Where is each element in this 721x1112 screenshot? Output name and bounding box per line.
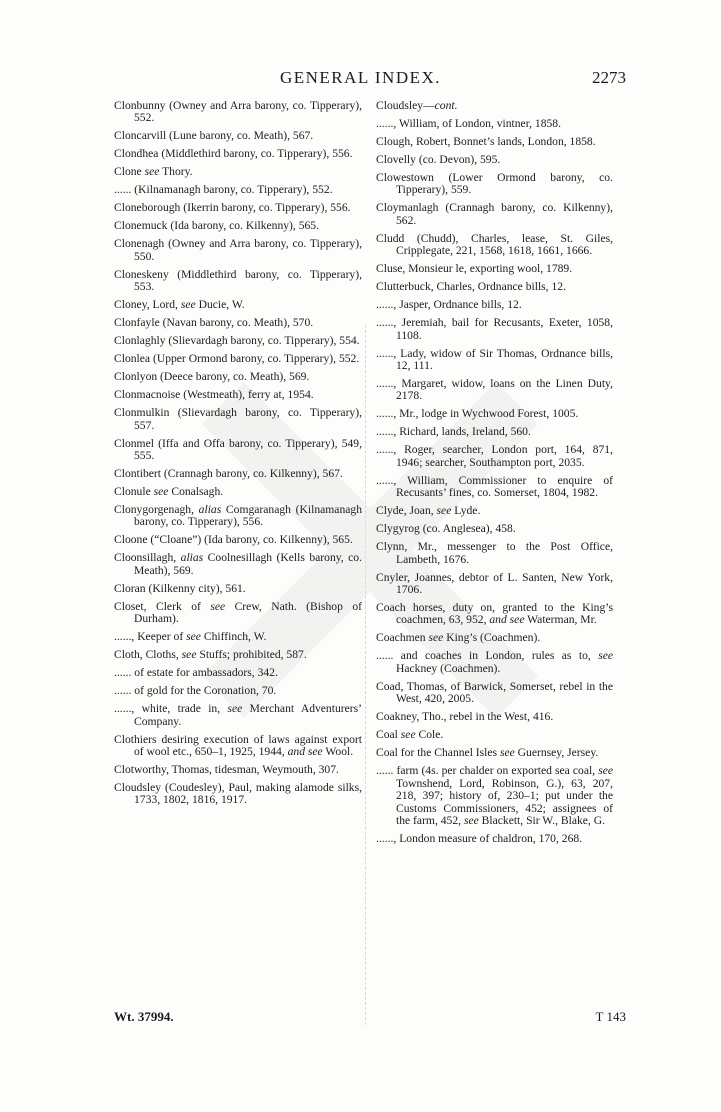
index-entry: Cloneskeny (Middlethird barony, co. Tipperary), 553.: [114, 267, 362, 294]
index-entry: ......, Jasper, Ordnance bills, 12.: [376, 298, 522, 312]
index-entry: ......, William, Commissioner to enquire of Recusants’ fines, co. Somerset, 1804, 1982.: [376, 473, 613, 500]
index-entry: Clothiers desiring execution of laws against export of wool etc., 650–1, 1925, 1944, and see Wool.: [114, 732, 362, 759]
index-entry: ......, Margaret, widow, loans on the Linen Duty, 2178.: [376, 377, 613, 403]
index-entry: ......, London measure of chaldron, 170, 268.: [376, 831, 583, 845]
index-entry: Coach horses, duty on, granted to the King’s coachmen, 63, 952, and see Waterman, Mr.: [376, 601, 613, 627]
index-entry: ......, Jeremiah, bail for Recusants, Exeter, 1058, 1108.: [376, 316, 613, 342]
index-entry: ......, William, of London, vintner, 1858.: [376, 117, 561, 130]
index-column-left: [114, 100, 362, 812]
index-entry: Cloudsley—cont.: [376, 99, 458, 112]
index-entry: Clough, Robert, Bonnet’s lands, London, 1858.: [376, 135, 596, 148]
index-entry: Clondhea (Middlethird barony, co. Tipperary), 556.: [114, 147, 353, 161]
index-entry: Cloney, Lord, see Ducie, W.: [114, 298, 245, 312]
index-entry: Cloth, Cloths, see Stuffs; prohibited, 587.: [114, 648, 307, 662]
index-entry: ...... of estate for ambassadors, 342.: [114, 666, 278, 680]
index-entry: Cloudsley (Coudesley), Paul, making alamode silks, 1733, 1802, 1816, 1917.: [114, 781, 362, 807]
index-entry: ...... of gold for the Coronation, 70.: [114, 684, 277, 698]
index-entry: Clonlea (Upper Ormond barony, co. Tipperary), 552.: [114, 352, 360, 366]
index-entry: Clone see Thory.: [114, 165, 193, 179]
index-entry: Clonygorgenagh, alias Comgaranagh (Kilnamanagh barony, co. Tipperary), 556.: [114, 503, 362, 529]
index-entry: ......, Richard, lands, Ireland, 560.: [376, 425, 531, 439]
index-entry: ...... and coaches in London, rules as to, see Hackney (Coachmen).: [376, 649, 613, 675]
index-entry: Cloran (Kilkenny city), 561.: [114, 581, 246, 595]
index-entry: Cloone (“Cloane”) (Ida barony, co. Kilkenny), 565.: [114, 533, 353, 547]
index-entry: Cluse, Monsieur le, exporting wool, 1789.: [376, 262, 573, 276]
index-entry: Clonmacnoise (Westmeath), ferry at, 1954.: [114, 388, 314, 402]
index-entry: Clonfayle (Navan barony, co. Meath), 570.: [114, 316, 314, 330]
index-entry: Clonmulkin (Slievardagh barony, co. Tipperary), 557.: [114, 406, 362, 432]
index-entry: Clonmel (Iffa and Offa barony, co. Tipperary), 549, 555.: [114, 436, 362, 463]
page-header-title: GENERAL INDEX.: [279, 68, 442, 87]
index-entry: Clonemuck (Ida barony, co. Kilkenny), 565.: [114, 219, 319, 233]
index-entry: Cloneborough (Ikerrin barony, co. Tipperary), 556.: [114, 201, 351, 215]
index-entry: ...... (Kilnamanagh barony, co. Tipperary), 552.: [114, 183, 333, 197]
index-entry: Closet, Clerk of see Crew, Nath. (Bishop of Durham).: [114, 599, 363, 626]
index-entry: Cloonsillagh, alias Coolnesillagh (Kells barony, co. Meath), 569.: [114, 551, 363, 577]
index-entry: Cludd (Chudd), Charles, lease, St. Giles, Cripplegate, 221, 1568, 1618, 1661, 1666.: [376, 231, 613, 258]
index-entry: Clonbunny (Owney and Arra barony, co. Tipperary), 552.: [114, 99, 362, 125]
index-entry: Clyde, Joan, see Lyde.: [376, 504, 481, 518]
index-entry: Coakney, Tho., rebel in the West, 416.: [376, 710, 554, 724]
index-entry: Clonule see Conalsagh.: [114, 485, 224, 499]
index-entry: Clontibert (Crannagh barony, co. Kilkenny), 567.: [114, 467, 343, 481]
page-number: 2273: [592, 68, 626, 87]
index-entry: Clotworthy, Thomas, tidesman, Weymouth, 307.: [114, 763, 339, 777]
footer-warrant-number: Wt. 37994.: [114, 1009, 174, 1024]
index-entry: ......, Mr., lodge in Wychwood Forest, 1005.: [376, 407, 579, 421]
footer-signature-mark: T 143: [595, 1009, 626, 1024]
index-entry: Clonlaghly (Slievardagh barony, co. Tipperary), 554.: [114, 334, 360, 348]
index-entry: Clovelly (co. Devon), 595.: [376, 153, 501, 166]
index-entry: Cloncarvill (Lune barony, co. Meath), 567.: [114, 129, 314, 143]
index-entry: ......, Keeper of see Chiffinch, W.: [114, 630, 267, 644]
index-entry: Coal see Cole.: [376, 728, 444, 742]
index-entry: Clonlyon (Deece barony, co. Meath), 569.: [114, 370, 310, 384]
index-entry: Coad, Thomas, of Barwick, Somerset, rebel in the West, 420, 2005.: [376, 679, 613, 706]
index-entry: Clutterbuck, Charles, Ordnance bills, 12.: [376, 280, 566, 294]
index-entry: Clonenagh (Owney and Arra barony, co. Tipperary), 550.: [114, 237, 362, 263]
column-divider: [365, 325, 367, 1025]
index-entry: ......, white, trade in, see Merchant Adventurers’ Company.: [114, 702, 362, 728]
index-entry: ......, Roger, searcher, London port, 164, 871, 1946; searcher, Southampton port, 2035.: [376, 443, 613, 469]
index-entry: Coal for the Channel Isles see Guernsey, Jersey.: [376, 746, 599, 760]
index-entry: Clygyrog (co. Anglesea), 458.: [376, 522, 516, 536]
index-entry: ...... farm (4s. per chalder on exported sea coal, see Townshend, Lord, Robinson, G.), 63, 207, 218, 397; history of, 230–1; put under the Customs Commissioners, 452; assignees of the farm, 452, see Blackett, Sir W., Blake, G.: [376, 764, 613, 827]
index-entry: Cloymanlagh (Crannagh barony, co. Kilkenny), 562.: [376, 201, 613, 227]
index-entry: ......, Lady, widow of Sir Thomas, Ordnance bills, 12, 111.: [376, 346, 613, 373]
index-entry: Coachmen see King’s (Coachmen).: [376, 631, 541, 645]
index-entry: Clowestown (Lower Ormond barony, co. Tipperary), 559.: [376, 171, 613, 197]
index-entry: Clynn, Mr., messenger to the Post Office, Lambeth, 1676.: [376, 540, 613, 566]
index-column-right: [376, 100, 613, 851]
index-entry: Cnyler, Joannes, debtor of L. Santen, New York, 1706.: [376, 570, 613, 597]
